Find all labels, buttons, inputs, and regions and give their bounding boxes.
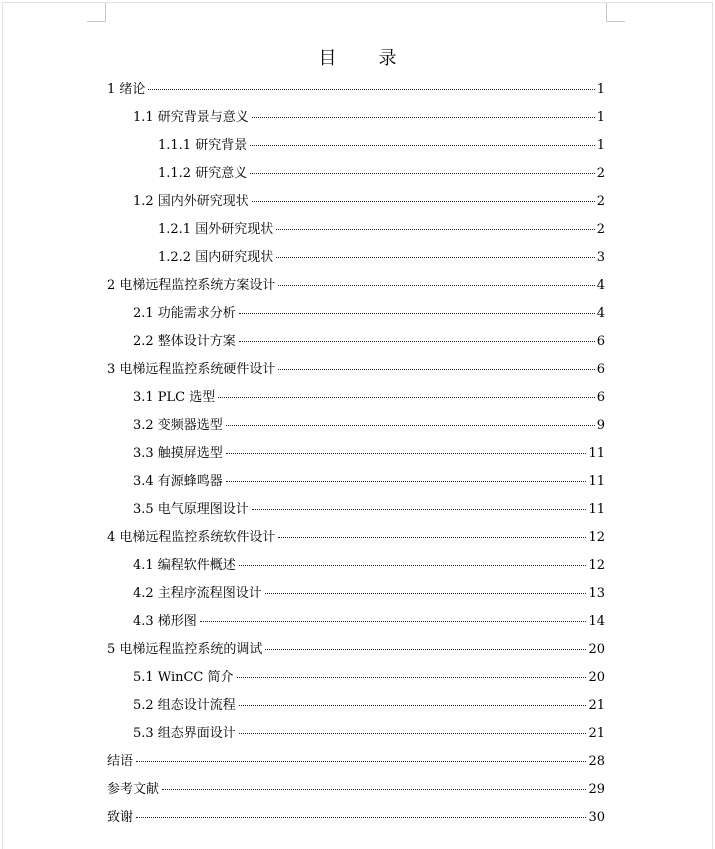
dot-leader xyxy=(239,705,587,706)
toc-entry-label: 3.5 电气原理图设计 xyxy=(133,502,249,517)
toc-entry-page: 12 xyxy=(588,530,605,545)
toc-entry-label: 5.2 组态设计流程 xyxy=(133,698,236,713)
dot-leader xyxy=(278,537,586,538)
crop-mark-top-left xyxy=(87,3,106,22)
toc-entry[interactable] xyxy=(107,636,605,664)
dot-leader xyxy=(136,761,586,762)
toc-entry-label: 1.1.2 研究意义 xyxy=(158,166,248,181)
dot-leader xyxy=(276,229,595,230)
toc-entry-label: 5 电梯远程监控系统的调试 xyxy=(107,642,263,657)
toc-entry[interactable] xyxy=(158,160,605,188)
toc-entry-label: 4 电梯远程监控系统软件设计 xyxy=(107,530,276,545)
dot-leader xyxy=(250,173,595,174)
dot-leader xyxy=(237,677,587,678)
toc-entry-page: 1 xyxy=(596,110,605,125)
dot-leader xyxy=(265,649,586,650)
toc-entry-page: 1 xyxy=(596,138,605,153)
toc-entry-label: 2 电梯远程监控系统方案设计 xyxy=(107,278,276,293)
toc-entry[interactable] xyxy=(133,552,605,580)
toc-entry-page: 2 xyxy=(596,194,605,209)
toc-entry[interactable] xyxy=(133,468,605,496)
toc-entry-page: 21 xyxy=(588,726,605,741)
toc-entry-page: 6 xyxy=(596,334,605,349)
dot-leader xyxy=(200,621,587,622)
toc-entry[interactable] xyxy=(133,104,605,132)
toc-entry[interactable] xyxy=(133,608,605,636)
toc-entry-label: 4.3 梯形图 xyxy=(133,614,197,629)
toc-entry-page: 12 xyxy=(588,558,605,573)
dot-leader xyxy=(226,425,595,426)
toc-entry[interactable] xyxy=(133,440,605,468)
toc-entry-label: 2.1 功能需求分析 xyxy=(133,306,236,321)
toc-entry-label: 4.1 编程软件概述 xyxy=(133,558,236,573)
toc-entry[interactable] xyxy=(107,356,605,384)
toc-entry[interactable] xyxy=(133,384,605,412)
toc-entry-page: 6 xyxy=(596,362,605,377)
dot-leader xyxy=(265,593,587,594)
toc-entry-page: 13 xyxy=(588,586,605,601)
toc-entry[interactable] xyxy=(107,748,605,776)
toc-entry-label: 致谢 xyxy=(107,810,134,825)
toc-entry-page: 30 xyxy=(588,810,605,825)
toc-entry-page: 28 xyxy=(588,754,605,769)
toc-entry[interactable] xyxy=(133,580,605,608)
toc-entry[interactable] xyxy=(133,496,605,524)
toc-entry-label: 5.1 WinCC 简介 xyxy=(133,670,234,685)
toc-entry[interactable] xyxy=(107,76,605,104)
toc-entry-page: 11 xyxy=(588,474,605,489)
toc-entry-label: 1.2 国内外研究现状 xyxy=(133,194,249,209)
toc-entry-page: 20 xyxy=(588,670,605,685)
toc-entry[interactable] xyxy=(133,328,605,356)
toc-entry-page: 21 xyxy=(588,698,605,713)
toc-entry[interactable] xyxy=(107,804,605,832)
toc-entry-page: 11 xyxy=(588,446,605,461)
toc-entry-page: 4 xyxy=(596,306,605,321)
dot-leader xyxy=(226,453,587,454)
toc-entry-page: 1 xyxy=(596,82,605,97)
toc-entry[interactable] xyxy=(133,412,605,440)
dot-leader xyxy=(239,313,595,314)
toc-entry[interactable] xyxy=(158,132,605,160)
toc-entry[interactable] xyxy=(107,524,605,552)
toc-entry-page: 3 xyxy=(596,250,605,265)
toc-entry-page: 9 xyxy=(596,418,605,433)
dot-leader xyxy=(276,257,595,258)
dot-leader xyxy=(239,341,595,342)
toc-entry-label: 1.2.2 国内研究现状 xyxy=(158,250,274,265)
dot-leader xyxy=(252,509,587,510)
toc-entry[interactable] xyxy=(133,188,605,216)
toc-entry-label: 2.2 整体设计方案 xyxy=(133,334,236,349)
dot-leader xyxy=(148,89,594,90)
toc-entry[interactable] xyxy=(107,272,605,300)
toc-entry-label: 5.3 组态界面设计 xyxy=(133,726,236,741)
toc-entry-label: 1.2.1 国外研究现状 xyxy=(158,222,274,237)
toc-entry-page: 20 xyxy=(588,642,605,657)
toc-entry-page: 2 xyxy=(596,222,605,237)
toc-entry-label: 1.1 研究背景与意义 xyxy=(133,110,249,125)
toc-entry-label: 3.4 有源蜂鸣器 xyxy=(133,474,223,489)
toc-entry[interactable] xyxy=(158,244,605,272)
toc-entry-page: 14 xyxy=(588,614,605,629)
toc-entry[interactable] xyxy=(133,664,605,692)
dot-leader xyxy=(136,817,586,818)
dot-leader xyxy=(226,481,587,482)
dot-leader xyxy=(252,117,595,118)
toc-entry-label: 结语 xyxy=(107,754,134,769)
toc-entry-label: 1 绪论 xyxy=(107,82,146,97)
dot-leader xyxy=(239,565,587,566)
toc-entry-page: 4 xyxy=(596,278,605,293)
toc-entry-label: 参考文献 xyxy=(107,782,160,797)
toc-title: 目 录 xyxy=(318,48,409,69)
dot-leader xyxy=(278,369,594,370)
dot-leader xyxy=(239,733,587,734)
toc-entry-label: 3 电梯远程监控系统硬件设计 xyxy=(107,362,276,377)
toc-entry-label: 1.1.1 研究背景 xyxy=(158,138,248,153)
toc-entry[interactable] xyxy=(107,776,605,804)
toc-entry-label: 3.2 变频器选型 xyxy=(133,418,223,433)
toc-entry[interactable] xyxy=(158,216,605,244)
toc-entry-label: 3.1 PLC 选型 xyxy=(133,390,216,405)
toc-entry[interactable] xyxy=(133,300,605,328)
dot-leader xyxy=(162,789,586,790)
crop-mark-top-right xyxy=(606,3,625,22)
dot-leader xyxy=(278,285,594,286)
dot-leader xyxy=(250,145,595,146)
toc-entry-page: 29 xyxy=(588,782,605,797)
toc-entry-label: 3.3 触摸屏选型 xyxy=(133,446,223,461)
toc-entry-page: 2 xyxy=(596,166,605,181)
toc-entry-page: 6 xyxy=(596,390,605,405)
dot-leader xyxy=(218,397,594,398)
toc-entry[interactable] xyxy=(133,692,605,720)
toc-entry-label: 4.2 主程序流程图设计 xyxy=(133,586,262,601)
toc-entry[interactable] xyxy=(133,720,605,748)
dot-leader xyxy=(252,201,595,202)
toc-entry-page: 11 xyxy=(588,502,605,517)
